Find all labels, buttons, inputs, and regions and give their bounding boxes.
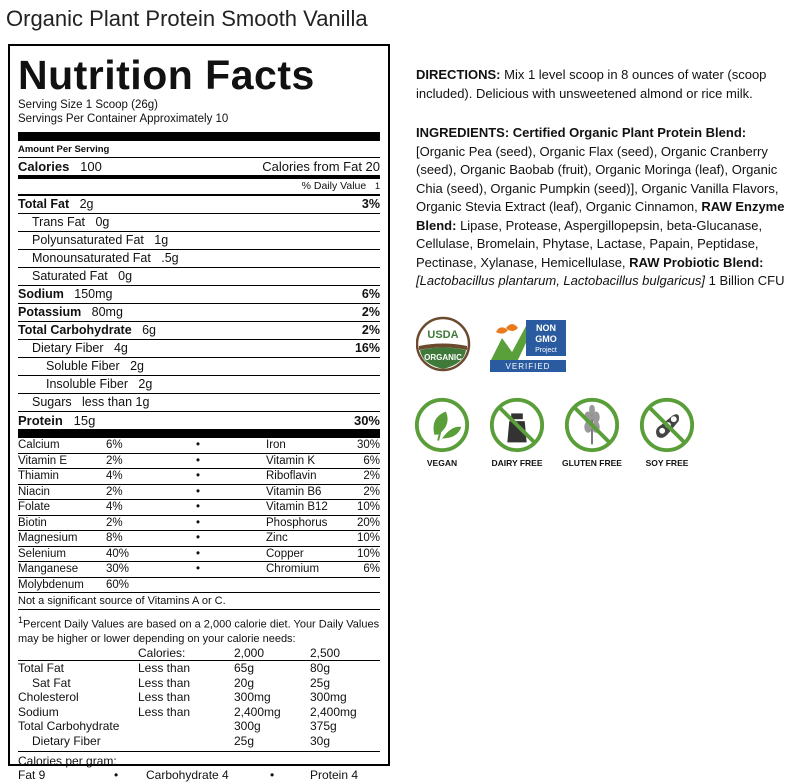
badge-vegan (412, 396, 472, 468)
vitamin-dv: 30% (356, 439, 380, 451)
nutrient-amount: 2g (138, 377, 153, 391)
vitamin-dv: 10% (356, 547, 380, 560)
nutrient-row (18, 375, 380, 393)
svg-text:VERIFIED: VERIFIED (505, 362, 551, 371)
vitamin-row (18, 438, 380, 453)
calories-label: Calories (18, 159, 70, 174)
serving-size: Serving Size 1 Scoop (26g) (18, 99, 158, 111)
vitamin-dv: 2% (363, 470, 380, 482)
nutrient-amount: .5g (161, 251, 179, 265)
dv-table-cell (138, 734, 234, 749)
bullet: • (196, 563, 201, 575)
dv-table-cell: 2,500 (310, 645, 341, 660)
dv-table-cell: 65g (234, 661, 255, 676)
dv-table-cell: 2,000 (234, 645, 265, 660)
vitamin-row (18, 500, 380, 516)
nutrient-row (18, 267, 380, 285)
vitamin-name: Iron (266, 439, 286, 451)
calories-from-fat: Calories from Fat 20 (262, 159, 380, 174)
vitamin-name: Riboflavin (266, 470, 317, 482)
nutrient-label: Protein (18, 413, 63, 428)
calories-value: 100 (80, 159, 102, 174)
nutrient-amount: less than 1g (82, 395, 150, 409)
vitamin-dv: 8% (106, 532, 123, 544)
nutrient-label: Monounsaturated Fat (32, 251, 151, 265)
nutrient-label: Saturated Fat (32, 269, 108, 283)
vitamin-name: Folate (18, 501, 50, 513)
dv-table-cell: Total Fat (18, 661, 65, 676)
bullet: • (196, 532, 201, 544)
usda-organic-logo (417, 318, 469, 370)
dv-table-cell: 20g (234, 675, 255, 690)
daily-value-header: % Daily Value 1 (301, 180, 380, 192)
dv-table-cell: 300g (234, 719, 261, 734)
svg-text:NON: NON (536, 323, 556, 333)
vitamin-name: Manganese (18, 563, 79, 575)
nutrient-row (18, 411, 380, 429)
bullet: • (114, 768, 119, 782)
vitamin-dv: 2% (106, 516, 123, 529)
badge-soy-free (637, 396, 697, 468)
vitamin-name: Molybdenum (18, 578, 84, 591)
dv-table-cell: 25g (310, 675, 331, 690)
fat-per-gram: Fat 9 (18, 768, 46, 782)
nutrient-row (18, 321, 380, 339)
organic-text: ORGANIC (424, 353, 462, 362)
vitamin-row (18, 577, 380, 593)
dv-table-cell: Cholesterol (18, 690, 79, 705)
calories-row (18, 157, 380, 175)
nutrient-label: Trans Fat (32, 215, 86, 229)
vitamin-row (18, 469, 380, 485)
vitamin-name: Vitamin E (18, 454, 68, 467)
dv-table-row (18, 705, 380, 720)
nutrient-daily-value: 3% (361, 197, 380, 211)
usda-nongmo-logos (416, 316, 576, 376)
vitamin-row (18, 562, 380, 578)
nutrient-label: Insoluble Fiber (46, 377, 128, 391)
nutrition-facts-panel (8, 44, 390, 782)
nutrient-label: Sugars (32, 395, 72, 409)
leaf-icon (413, 396, 471, 454)
bullet: • (196, 501, 201, 513)
nutrient-amount: 4g (113, 341, 128, 355)
vitamin-name: Phosphorus (266, 516, 328, 529)
bullet (196, 577, 266, 593)
dv-table-cell (18, 646, 138, 661)
nutrient-label: Polyunsaturated Fat (32, 233, 144, 247)
directions-label: DIRECTIONS: (416, 67, 501, 82)
nutrient-label: Potassium (18, 305, 82, 319)
nutrient-daily-value: 2% (361, 305, 380, 319)
svg-text:GMO: GMO (535, 334, 557, 344)
vitamin-dv: 60% (106, 578, 130, 591)
dv-table-cell: Sat Fat (32, 675, 71, 690)
badge-gluten-free (562, 396, 622, 468)
dv-table-cell: Total Carbohydrate (18, 719, 120, 734)
vitamin-dv: 6% (363, 563, 380, 575)
dv-table-row (18, 676, 380, 691)
wheat-icon (563, 396, 621, 454)
vitamin-name: Calcium (18, 439, 60, 451)
vitamin-name: Copper (266, 547, 304, 560)
vitamin-name: Vitamin K (266, 454, 316, 467)
vitamin-dv: 20% (356, 516, 380, 529)
vitamin-row (18, 484, 380, 500)
dv-table-cell: 80g (310, 661, 331, 676)
protein-per-gram: Protein 4 (310, 768, 359, 782)
carb-per-gram: Carbohydrate 4 (146, 768, 229, 782)
dv-table-cell: 2,400mg (234, 704, 281, 719)
dv-table-cell: Calories: (138, 645, 186, 660)
nutrition-facts-heading: Nutrition Facts (18, 52, 315, 98)
vitamin-name: Magnesium (18, 532, 78, 544)
bullet: • (196, 439, 201, 451)
soybean-icon (638, 396, 696, 454)
nutrient-daily-value: 2% (361, 323, 380, 337)
dv-table-row (18, 661, 380, 676)
vitamin-dv (356, 577, 380, 593)
product-info (416, 66, 794, 312)
nutrient-amount: 2g (79, 197, 94, 211)
nutrient-amount: 0g (118, 269, 133, 283)
badge-label: SOY FREE (645, 458, 689, 468)
vitamin-row (18, 453, 380, 469)
nutrient-amount: 6g (142, 323, 156, 337)
usda-text: USDA (427, 329, 459, 341)
divider-thick (18, 132, 380, 141)
vitamin-dv: 2% (106, 454, 123, 467)
nutrient-row (18, 393, 380, 411)
vitamin-name: Selenium (18, 547, 66, 560)
directions-text: DIRECTIONS: Mix 1 level scoop in 8 ounces of water (scoop included). Delicious with unsweetened almond or rice milk. (416, 67, 767, 101)
milk-bottle-icon (488, 396, 546, 454)
not-significant-note: Not a significant source of Vitamins A or C. (18, 593, 380, 610)
certification-logos (416, 316, 576, 381)
bullet: • (196, 454, 201, 467)
nutrient-row (18, 249, 380, 267)
nutrient-row (18, 231, 380, 249)
vitamin-name: Zinc (266, 532, 288, 544)
bullet: • (196, 547, 201, 560)
calories-per-gram-values (18, 768, 380, 782)
product-title: Organic Plant Protein Smooth Vanilla (6, 6, 368, 31)
dv-table-cell: Less than (138, 704, 191, 719)
bullet: • (270, 768, 275, 782)
dv-table-cell (138, 719, 234, 734)
vitamin-dv: 6% (363, 454, 380, 467)
vitamin-dv: 40% (106, 547, 130, 560)
vitamin-name: Thiamin (18, 470, 59, 482)
vitamin-dv: 6% (106, 439, 123, 451)
nutrient-label: Sodium (18, 287, 64, 301)
vitamins-table (18, 438, 380, 593)
vitamin-row (18, 531, 380, 547)
ingredients-text: INGREDIENTS: Certified Organic Plant Protein Blend: [Organic Pea (seed), Organic Flax (seed), Organic Cranberry (seed), Organic Baobab (fruit), Organic Moringa (leaf), Organic Chia (seed), Organic Pumpkin (seed)], Organic Vanilla Flavors, Organic Stevia Extract (leaf), Organic Cinnamon, RAW Enzyme Blend: Lipase, Protease, Aspergillopepsin, beta-Glucanase, Cellulase, Bromelain, Phytase, Lactase, Papain, Peptidase, Pectinase, Xylanase, Hemicellulase, RAW Probiotic Blend: [Lactobacillus plantarum, Lactobacillus bulgaricus] 1 Billion CFU (416, 125, 785, 288)
dv-table-row (18, 719, 380, 734)
enzyme-label: RAW Enzyme Blend: (416, 199, 785, 233)
vitamin-name: Niacin (18, 485, 50, 498)
vitamin-row (18, 515, 380, 531)
dv-table-row (18, 734, 380, 749)
ingredients-label: INGREDIENTS: Certified Organic Plant Protein Blend: (416, 125, 747, 140)
vitamin-dv: 4% (106, 501, 123, 513)
vitamin-dv: 2% (363, 485, 380, 498)
badge-label: DAIRY FREE (491, 458, 543, 468)
dv-table-cell: Less than (138, 661, 191, 676)
vitamin-name (266, 577, 356, 593)
nutrient-row (18, 339, 380, 357)
non-gmo-project-logo (486, 316, 568, 372)
nutrient-amount: 80mg (91, 305, 123, 319)
nutrient-amount: 15g (73, 413, 96, 428)
dv-table-cell: 375g (310, 719, 337, 734)
servings-per-container: Servings Per Container Approximately 10 (18, 113, 229, 125)
vitamin-dv: 10% (356, 532, 380, 544)
dv-table-cell: Less than (138, 675, 191, 690)
badge-dairy-free (487, 396, 547, 468)
nutrient-amount: 1g (154, 233, 169, 247)
vitamin-row (18, 546, 380, 562)
nutrient-row (18, 194, 380, 213)
dv-table-cell: Sodium (18, 704, 59, 719)
footnote: $^1$Percent Daily Values are based on a 2,000 calorie diet. Your Daily Values may be higher or lower depending on your calorie needs: (18, 615, 380, 645)
nutrient-rows (18, 194, 380, 429)
nutrient-row (18, 213, 380, 231)
bullet: • (196, 516, 201, 529)
dv-table-cell: 25g (234, 733, 255, 748)
dv-table-cell: 2,400mg (310, 704, 357, 719)
dv-table-row (18, 690, 380, 705)
nutrient-row (18, 357, 380, 375)
dv-table-cell: Less than (138, 690, 191, 705)
vitamin-name: Vitamin B12 (266, 501, 328, 513)
vitamin-name: Vitamin B6 (266, 485, 322, 498)
vitamin-dv: 30% (106, 563, 130, 575)
nutrient-label: Total Carbohydrate (18, 323, 132, 337)
vitamin-dv: 4% (106, 470, 123, 482)
bullet: • (196, 470, 201, 482)
svg-text:Project: Project (535, 347, 557, 354)
dv-table-header (18, 646, 380, 661)
nutrient-daily-value: 6% (361, 287, 380, 301)
vitamin-dv: 10% (356, 501, 380, 513)
nutrient-label: Total Fat (18, 197, 70, 211)
nutrient-row (18, 285, 380, 303)
diet-badges (412, 396, 697, 468)
probiotic-label: RAW Probiotic Blend: (629, 254, 764, 270)
nutrient-daily-value: 30% (353, 413, 380, 428)
daily-values-table (18, 646, 380, 749)
nutrient-label: Dietary Fiber (32, 341, 104, 355)
nutrient-amount: 2g (130, 359, 144, 373)
vitamin-name: Biotin (18, 516, 47, 529)
dv-table-cell: Dietary Fiber (32, 733, 101, 748)
vitamin-name: Chromium (266, 563, 320, 575)
dv-table-cell: 300mg (310, 690, 347, 705)
nutrient-row (18, 303, 380, 321)
amount-per-serving: Amount Per Serving (18, 144, 110, 155)
dv-table-cell: 300mg (234, 690, 271, 705)
nutrient-daily-value: 16% (354, 341, 380, 355)
nutrient-label: Soluble Fiber (46, 359, 120, 373)
dv-table-cell: 30g (310, 733, 331, 748)
calories-per-gram: Calories per gram: (18, 751, 380, 768)
nutrient-amount: 0g (95, 215, 110, 229)
vitamin-dv: 2% (106, 485, 123, 498)
badge-label: GLUTEN FREE (562, 458, 622, 468)
bullet: • (196, 485, 201, 498)
nutrient-amount: 150mg (74, 287, 113, 301)
divider-thick-2 (18, 429, 380, 438)
badge-label: VEGAN (426, 458, 458, 468)
